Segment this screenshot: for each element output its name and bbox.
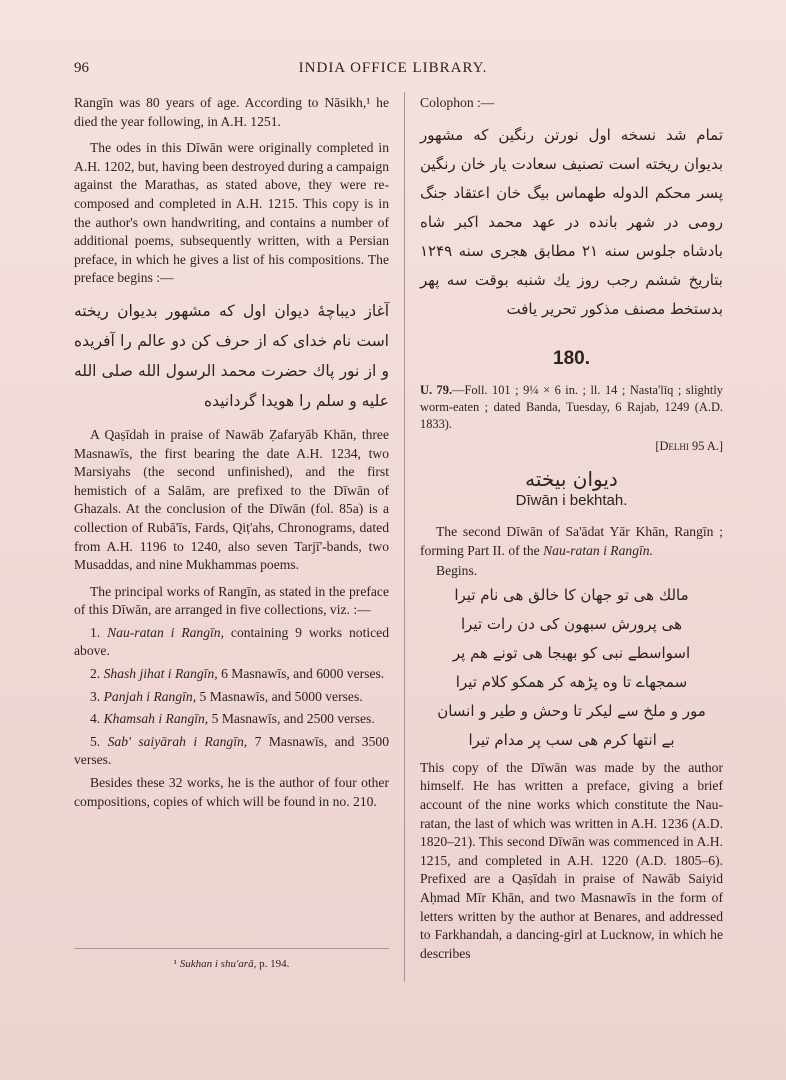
work-title: Panjah i Rangīn,	[103, 688, 197, 704]
paragraph-other-works: Besides these 32 works, he is the author of four other compositions, copies of which will be found in no. 210.	[74, 775, 389, 809]
begins-label: Begins.	[436, 563, 478, 579]
footnote-divider	[74, 948, 389, 949]
verse-line: سمجهاے تا وه پڑهه کر همکو کلام تیرا	[455, 672, 688, 691]
column-divider	[404, 92, 405, 982]
list-item: 3. Panjah i Rangīn, 5 Masnawīs, and 5000 verses.	[90, 688, 363, 704]
colophon-label: Colophon :—	[420, 95, 495, 110]
paragraph-second-diwan: The second Dīwān of Sa'ādat Yār Khān, Rangīn ; forming Part II. of the Nau-ratan i Rangīn.	[420, 523, 723, 558]
list-item: 4. Khamsah i Rangīn, 5 Masnawīs, and 2500 verses.	[90, 711, 375, 727]
verse-line: هی پرورش سبهون کی دن رات تیرا	[460, 614, 683, 633]
work-title: Shash jihat i Rangīn,	[103, 666, 218, 682]
list-item: 2. Shash jihat i Rangīn, 6 Masnawīs, and 6000 verses.	[90, 666, 385, 682]
title-urdu: دیوان بیخته	[525, 466, 618, 491]
work-title: Sab' saiyārah i Rangīn,	[107, 733, 248, 749]
manuscript-description: U. 79.—Foll. 101 ; 9¼ × 6 in. ; ll. 14 ; Nasta'līq ; slightly worm-eaten ; dated Banda, Tuesday, 6 Rajab, 1249 (A.D. 1833).	[420, 383, 723, 432]
footnote-title: Sukhan i shu'arā,	[179, 958, 257, 970]
verse-line: اسواسطے نبی کو بهیجا هی تونے هم پر	[452, 643, 691, 662]
work-title: Nau-ratan i Rangīn.	[543, 542, 653, 558]
paragraph-odes: The odes in this Dīwān were originally completed in A.H. 1202, but, having been destroyed during a campaign against the Marathas, as stated above, they were re-composed and completed in A.H. 1215. This copy is in the author's own handwriting, and contains a number of additional poems, subsequently written, with a Persian preface, in which he gives a list of his compositions. The preface begins :—	[74, 140, 389, 286]
paragraph-qasidah: A Qaṣīdah in praise of Nawāb Ẓafaryāb Khān, three Masnawīs, the first bearing the date A.H. 1234, two Marsiyahs (the second unfinished), and the first hemistich of a Salām, are prefixed to the Dīwān of Ghazals. At the conclusion of the Dīwān (fol. 85a) is a collection of Rubā'īs, Fards, Qiṭ'ahs, Chronograms, dated from A.H. 1196 to 1240, also seven Tarjī'-bands, two Musaddas, and nine Mukhammas poems.	[74, 426, 389, 573]
colophon-urdu: تمام شد نسخه اول نورتن رنگین که مشهور بدیوان ریخته است تصنیف سعادت یار خان رنگین پسر محکم الدوله طهماس بیگ خان اعتقاد جنگ رومی در شهر بانده در عهد محمد اکبر شاه بادشاه جلوس سنه ۲۱ مطابق هجری سنه ۱۲۴۹ بتاریخ ششم رجب روز یك شنبه بوقت سه پهر بدستخط مصنف مذکور تحریر یافت	[420, 125, 723, 318]
manuscript-id: U. 79.	[420, 383, 453, 398]
work-title: Khamsah i Rangīn,	[103, 711, 209, 727]
urdu-preface: آغاز دیباچهٔ دیوان اول که مشهور بدیوان ریخته است نام خدای که از حرف کن دو عالم را آفریده و از نور پاك حضرت محمد الرسول الله صلی الله علیه و سلم را هویدا گردانیده	[74, 301, 389, 410]
footnote: ¹ Sukhan i shu'arā, p. 194.	[173, 958, 290, 970]
verse-line: مالك هی تو جهان کا خالق هی نام تیرا	[454, 585, 689, 604]
verse-line: بے انتها کرم هی سب پر مدام تیرا	[468, 730, 675, 749]
right-column	[420, 94, 723, 963]
work-title: Nau-ratan i Rangīn,	[107, 624, 224, 640]
catalogue-reference: [Delhi 95 A.]	[655, 439, 723, 454]
paragraph-copy-description: This copy of the Dīwān was made by the author himself. He has written a preface, giving a brief account of the nine works which constitute the Nau-ratan, the last of which was written in A.H. 1236 (A.D. 1820–21). This second Dīwān was commenced in A.H. 1215, and completed in A.H. 1220 (A.D. 1805–6). Prefixed are a Qaṣīdah in praise of Nawāb Saiyid Aḥmad Mīr Khān, and two Masnawīs in the form of letters written by the author at Benares, and addressed to Farkhandah, a dancing-girl at Lucknow, in which he describes	[420, 759, 723, 961]
paragraph-death: Rangīn was 80 years of age. According to Nāsikh,¹ he died the year following, in A.H. 1251.	[74, 95, 389, 129]
opening-verses	[420, 581, 723, 755]
list-item: 5. Sab' saiyārah i Rangīn, 7 Masnawīs, and 3500 verses.	[74, 733, 389, 768]
page-number: 96	[74, 60, 89, 76]
left-column	[74, 94, 389, 811]
verse-line: مور و ملخ سے لیکر تا وحش و طیر و انسان	[437, 701, 706, 720]
running-title: INDIA OFFICE LIBRARY.	[298, 60, 488, 76]
list-item: 1. Nau-ratan i Rangīn, containing 9 works noticed above.	[74, 624, 390, 659]
title-roman: Dīwān i bekhtah.	[515, 492, 628, 510]
entry-number: 180.	[553, 347, 590, 369]
paragraph-principal-works: The principal works of Rangīn, as stated in the preface of this Dīwān, are arranged in five collections, viz. :—	[74, 583, 389, 618]
works-list	[74, 624, 389, 770]
